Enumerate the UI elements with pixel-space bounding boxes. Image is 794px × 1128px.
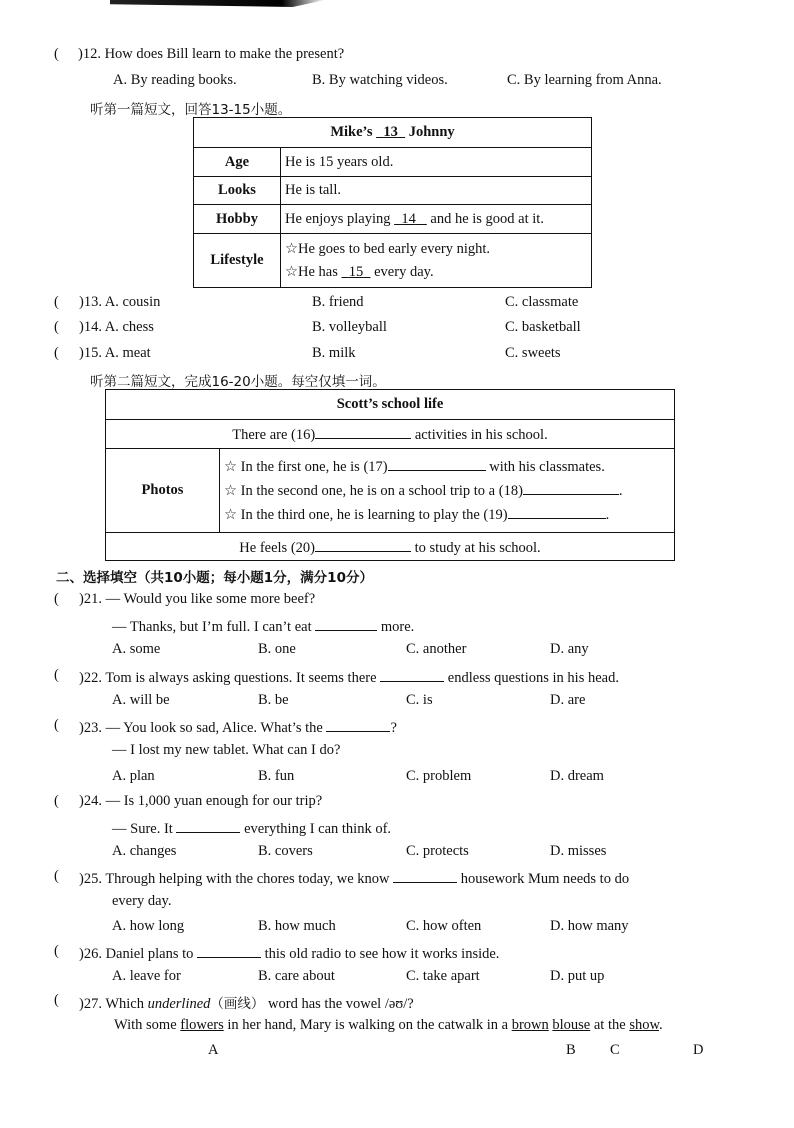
lifestyle-line1: ☆He goes to bed early every night. — [285, 240, 491, 257]
q21-paren[interactable]: ( — [54, 591, 59, 607]
word-b-brown[interactable]: brown — [511, 1017, 549, 1033]
table-mikes-friend — [193, 117, 592, 288]
q26-option-c[interactable]: C. take apart — [406, 968, 480, 984]
blank-19[interactable] — [508, 504, 606, 519]
part2-heading: 二、选择填空（共10小题；每小题1分，满分10分） — [56, 570, 373, 586]
blank-14[interactable]: 14 — [401, 210, 416, 227]
section2-instruction: 听第二篇短文，完成16-20小题。每空仅填一词。 — [90, 374, 386, 390]
table2-row-activities: There are (16) activities in his school. — [106, 420, 675, 449]
row-label-looks: Looks — [194, 177, 281, 205]
q24-stem: )24. — Is 1,000 yuan enough for our trip? — [79, 793, 323, 809]
q22-option-a[interactable]: A. will be — [112, 692, 170, 708]
q15-option-a[interactable]: )15. A. meat — [79, 345, 151, 361]
q24-paren[interactable]: ( — [54, 793, 59, 809]
q26-option-b[interactable]: B. care about — [258, 968, 335, 984]
blank-20[interactable] — [315, 537, 411, 552]
row-value-lifestyle — [281, 234, 592, 288]
blank-15[interactable]: 15 — [348, 263, 364, 280]
blank-18[interactable] — [523, 480, 619, 495]
q24-option-b[interactable]: B. covers — [258, 843, 313, 859]
row-label-age: Age — [194, 148, 281, 177]
q24-option-a[interactable]: A. changes — [112, 843, 177, 859]
row-value-looks: He is tall. — [281, 177, 592, 205]
blank-17[interactable] — [388, 456, 486, 471]
row-label-hobby: Hobby — [194, 205, 281, 234]
section1-instruction: 听第一篇短文，回答13-15小题。 — [90, 102, 292, 118]
q15-option-c[interactable]: C. sweets — [505, 345, 561, 361]
q22-stem: )22. Tom is always asking questions. It seems there endless questions in his head. — [79, 667, 619, 687]
q22-option-d[interactable]: D. are — [550, 692, 586, 708]
row-value-hobby: He enjoys playing 14 and he is good at it. — [281, 205, 592, 234]
blank-16[interactable] — [315, 424, 411, 439]
q13-paren[interactable]: ( — [54, 294, 59, 310]
photos-content — [220, 449, 675, 533]
q24-blank[interactable] — [176, 818, 240, 833]
q14-option-b[interactable]: B. volleyball — [312, 319, 387, 335]
q21-blank[interactable] — [315, 616, 377, 631]
q13-option-a[interactable]: )13. A. cousin — [79, 294, 161, 310]
label-c[interactable]: C — [610, 1042, 620, 1058]
q21-option-b[interactable]: B. one — [258, 641, 296, 657]
q21-stem: )21. — Would you like some more beef? — [79, 591, 316, 607]
q12-stem: )12. How does Bill learn to make the present? — [78, 46, 345, 62]
q26-paren[interactable]: ( — [54, 943, 59, 959]
label-b[interactable]: B — [566, 1042, 576, 1058]
q27-paren[interactable]: ( — [54, 992, 59, 1008]
q26-stem: )26. Daniel plans to this old radio to see how it works inside. — [79, 943, 499, 963]
q23-stem: )23. — You look so sad, Alice. What’s the ? — [79, 717, 397, 737]
q25-option-a[interactable]: A. how long — [112, 918, 185, 934]
q15-option-b[interactable]: B. milk — [312, 345, 356, 361]
photo-line-2: ☆ In the second one, he is on a school trip to a (18) . — [224, 479, 670, 503]
q26-option-d[interactable]: D. put up — [550, 968, 605, 984]
q23-paren[interactable]: ( — [54, 717, 59, 733]
q22-option-c[interactable]: C. is — [406, 692, 433, 708]
q24-option-c[interactable]: C. protects — [406, 843, 469, 859]
q25-line2: every day. — [112, 893, 172, 909]
word-d-show[interactable]: show — [629, 1017, 659, 1033]
q12-option-b[interactable]: B. By watching videos. — [312, 72, 448, 88]
q12-paren[interactable]: ( — [54, 46, 59, 62]
q14-option-c[interactable]: C. basketball — [505, 319, 581, 335]
q14-option-a[interactable]: )14. A. chess — [79, 319, 154, 335]
q25-paren[interactable]: ( — [54, 868, 59, 884]
q12-option-a[interactable]: A. By reading books. — [113, 72, 237, 88]
q22-blank[interactable] — [380, 667, 444, 682]
q25-option-b[interactable]: B. how much — [258, 918, 336, 934]
q22-paren[interactable]: ( — [54, 667, 59, 683]
top-scan-mark — [110, 0, 325, 7]
q24-line2: — Sure. It everything I can think of. — [112, 818, 391, 838]
q25-blank[interactable] — [393, 868, 457, 883]
table-scotts-school-life — [105, 389, 675, 561]
row-value-age: He is 15 years old. — [281, 148, 592, 177]
q21-line2: — Thanks, but I’m full. I can’t eat more. — [112, 616, 414, 636]
q26-option-a[interactable]: A. leave for — [112, 968, 181, 984]
label-d[interactable]: D — [693, 1042, 704, 1058]
q13-option-c[interactable]: C. classmate — [505, 294, 579, 310]
photos-label: Photos — [106, 449, 220, 533]
q14-paren[interactable]: ( — [54, 319, 59, 335]
word-a-flowers[interactable]: flowers — [180, 1017, 224, 1033]
photo-line-1: ☆ In the first one, he is (17) with his classmates. — [224, 455, 670, 479]
lifestyle-line2: ☆He has 15 every day. — [285, 263, 434, 280]
table2-row-feels: He feels (20) to study at his school. — [106, 533, 675, 561]
q15-paren[interactable]: ( — [54, 345, 59, 361]
q21-option-d[interactable]: D. any — [550, 641, 589, 657]
q21-option-c[interactable]: C. another — [406, 641, 467, 657]
blank-13[interactable]: 13 — [383, 124, 398, 140]
q23-option-d[interactable]: D. dream — [550, 768, 604, 784]
label-a[interactable]: A — [208, 1042, 219, 1058]
q27-sentence: With some flowers in her hand, Mary is walking on the catwalk in a brown blouse at the show. — [114, 1017, 663, 1033]
q23-option-a[interactable]: A. plan — [112, 768, 155, 784]
table2-title: Scott’s school life — [106, 390, 675, 420]
table1-title: Mike’s 13 Johnny — [194, 118, 592, 148]
q25-stem: )25. Through helping with the chores today, we know housework Mum needs to do — [79, 868, 629, 888]
q23-blank[interactable] — [326, 717, 390, 732]
q23-option-c[interactable]: C. problem — [406, 768, 472, 784]
word-c-blouse[interactable]: blouse — [552, 1017, 591, 1033]
q26-blank[interactable] — [197, 943, 261, 958]
q23-option-b[interactable]: B. fun — [258, 768, 295, 784]
q13-option-b[interactable]: B. friend — [312, 294, 364, 310]
photo-line-3: ☆ In the third one, he is learning to play the (19) . — [224, 503, 670, 527]
q23-line2: — I lost my new tablet. What can I do? — [112, 742, 341, 758]
q27-stem: )27. Which underlined（画线） word has the vowel /əʊ/? — [79, 996, 414, 1012]
q24-option-d[interactable]: D. misses — [550, 843, 607, 859]
q25-option-c[interactable]: C. how often — [406, 918, 482, 934]
q12-option-c[interactable]: C. By learning from Anna. — [507, 72, 662, 88]
row-label-lifestyle: Lifestyle — [194, 234, 281, 288]
q21-option-a[interactable]: A. some — [112, 641, 161, 657]
q22-option-b[interactable]: B. be — [258, 692, 289, 708]
q25-option-d[interactable]: D. how many — [550, 918, 629, 934]
